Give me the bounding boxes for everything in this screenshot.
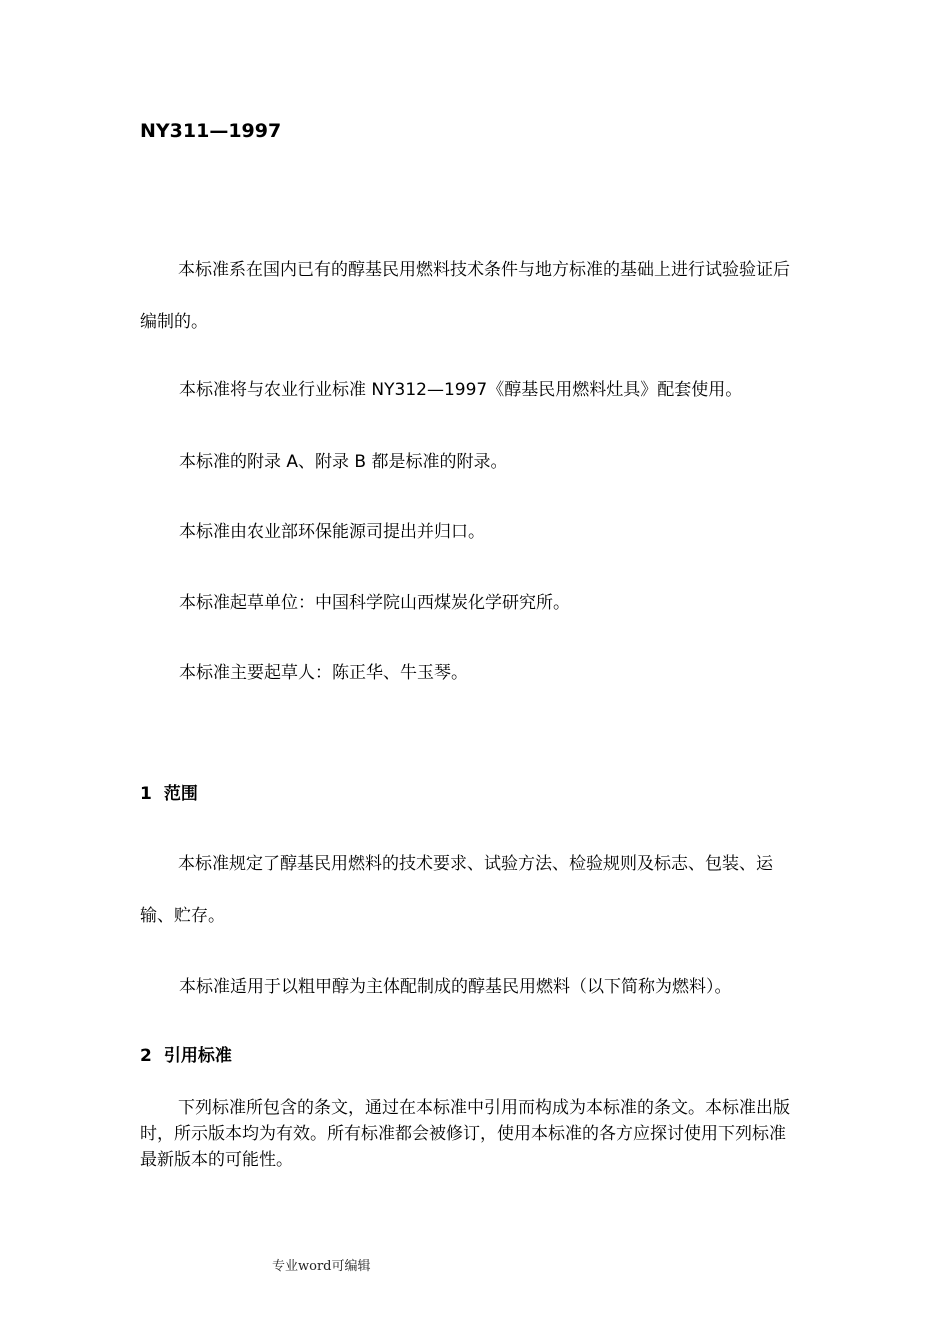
page-footer: 专业word可编辑 xyxy=(272,1259,371,1274)
section-2-paragraph-1: 下列标准所包含的条文，通过在本标准中引用而构成为本标准的条文。本标准出版时，所示版本均为有效。所有标准都会被修订，使用本标准的各方应探讨使用下列标准最新版本的可能性。 xyxy=(140,1098,790,1170)
section-1-title: 范围 xyxy=(163,784,198,804)
section-2-title: 引用标准 xyxy=(163,1046,232,1066)
section-1-number: 1 xyxy=(140,784,152,804)
foreword-paragraph-4: 本标准由农业部环保能源司提出并归口。 xyxy=(179,522,485,542)
section-2-heading xyxy=(140,1044,232,1068)
document-code: NY311—1997 xyxy=(140,120,282,142)
section-1-heading xyxy=(140,782,198,806)
foreword-paragraph-2: 本标准将与农业行业标准 NY312—1997《醇基民用燃料灶具》配套使用。 xyxy=(179,380,743,400)
section-1-paragraph-2: 本标准适用于以粗甲醇为主体配制成的醇基民用燃料（以下简称为燃料）。 xyxy=(179,977,732,997)
foreword-paragraph-3: 本标准的附录 A、附录 B 都是标准的附录。 xyxy=(179,452,508,472)
section-2-number: 2 xyxy=(140,1046,152,1066)
foreword-paragraph-1: 本标准系在国内已有的醇基民用燃料技术条件与地方标准的基础上进行试验验证后编制的。 xyxy=(140,260,790,332)
section-1-paragraph-1: 本标准规定了醇基民用燃料的技术要求、试验方法、检验规则及标志、包装、运输、贮存。 xyxy=(140,854,773,926)
foreword-paragraph-5: 本标准起草单位：中国科学院山西煤炭化学研究所。 xyxy=(179,593,570,613)
foreword-paragraph-6: 本标准主要起草人：陈正华、牛玉琴。 xyxy=(179,663,468,683)
